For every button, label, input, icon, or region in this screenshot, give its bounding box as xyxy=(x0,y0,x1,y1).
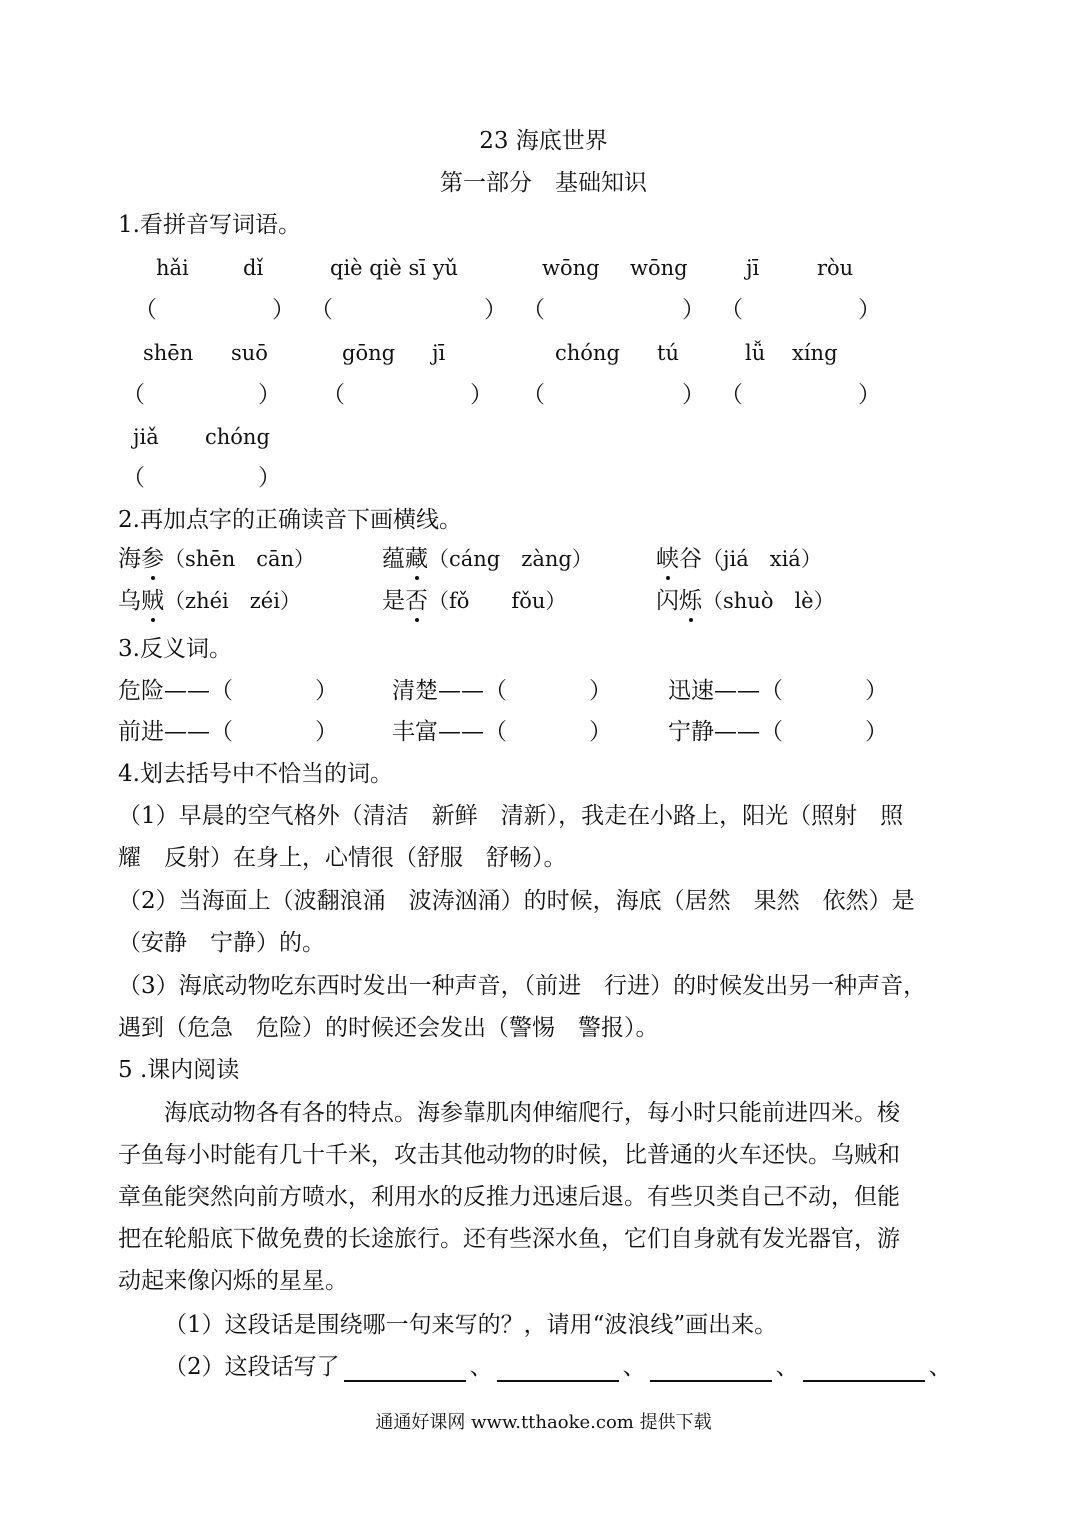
q2-item xyxy=(382,586,566,616)
q5-heading: 5 .课内阅读 xyxy=(118,1057,240,1083)
q2-item xyxy=(118,544,315,574)
answer-blank-close: ） xyxy=(682,297,705,323)
pinyin: dǐ xyxy=(243,256,264,280)
separator: 、 xyxy=(928,1354,952,1380)
antonym-close: ） xyxy=(315,678,338,704)
q2-char: 海 xyxy=(118,546,141,572)
pinyin: chóng xyxy=(555,341,620,365)
passage-line: 子鱼每小时能有几十千米，攻击其他动物的时候，比普通的火车还快。乌贼和 xyxy=(118,1142,900,1168)
q2-reading: （fǒ fǒu） xyxy=(428,589,567,613)
answer-blank-open: （ xyxy=(122,465,145,491)
answer-blank-open: （ xyxy=(310,297,333,323)
answer-blank-close: ） xyxy=(258,465,281,491)
q4-line: 耀 反射）在身上，心情很（舒服 舒畅）。 xyxy=(118,845,567,871)
q4-line: （1）早晨的空气格外（清洁 新鲜 清新），我走在小路上，阳光（照射 照 xyxy=(118,803,904,829)
antonym-item: 宁静——（ xyxy=(668,719,783,745)
q2-char: 闪 xyxy=(656,588,679,614)
q2-reading: （shuò lè） xyxy=(702,589,835,613)
q4-heading: 4.划去括号中不恰当的词。 xyxy=(118,761,393,787)
pinyin: qiè qiè sī yǔ xyxy=(330,256,459,280)
q5-sub1: （1）这段话是围绕哪一句来写的？，请用“波浪线”画出来。 xyxy=(164,1312,778,1338)
q2-reading: （cáng zàng） xyxy=(428,547,593,571)
pinyin: jī xyxy=(746,256,760,280)
q2-char: 乌 xyxy=(118,588,141,614)
antonym-item: 危险——（ xyxy=(118,678,233,704)
antonym-close: ） xyxy=(315,719,338,745)
answer-blank-close: ） xyxy=(682,382,705,408)
q2-char: 谷 xyxy=(679,546,702,572)
page-title: 23 海底世界 xyxy=(479,128,608,154)
q2-heading: 2.再加点字的正确读音下画横线。 xyxy=(118,507,462,533)
q2-item xyxy=(382,544,593,574)
dotted-char: 烁 xyxy=(679,588,702,614)
q2-char: 蕴 xyxy=(382,546,405,572)
dotted-char: 否 xyxy=(405,588,428,614)
separator: 、 xyxy=(469,1354,493,1380)
pinyin: xíng xyxy=(792,341,838,365)
q2-reading: （shēn cān） xyxy=(164,547,316,571)
pinyin: shēn xyxy=(143,341,194,365)
antonym-close: ） xyxy=(589,678,612,704)
q2-reading: （jiá xiá） xyxy=(702,547,822,571)
q5-sub2-label: （2）这段话写了 xyxy=(164,1354,340,1380)
q2-reading: （zhéi zéi） xyxy=(164,589,301,613)
pinyin: gōng xyxy=(342,341,396,365)
pinyin: jī xyxy=(432,341,446,365)
answer-blank-close: ） xyxy=(858,382,881,408)
dotted-char: 峡 xyxy=(656,546,679,572)
pinyin: tú xyxy=(657,341,679,365)
pinyin: suō xyxy=(231,341,268,365)
passage-line: 章鱼能突然向前方喷水，利用水的反推力迅速后退。有些贝类自己不动，但能 xyxy=(118,1184,900,1210)
dotted-char: 藏 xyxy=(405,546,428,572)
q2-char: 是 xyxy=(382,588,405,614)
separator: 、 xyxy=(622,1354,646,1380)
separator: 、 xyxy=(775,1354,799,1380)
pinyin: lǚ xyxy=(745,341,766,365)
passage-line: 把在轮船底下做免费的长途旅行。还有些深水鱼，它们自身就有发光器官，游 xyxy=(118,1226,900,1252)
antonym-close: ） xyxy=(865,678,888,704)
antonym-item: 丰富——（ xyxy=(392,719,507,745)
pinyin: chóng xyxy=(205,425,270,449)
fill-blank[interactable] xyxy=(344,1358,466,1382)
answer-blank-close: ） xyxy=(258,382,281,408)
fill-blank[interactable] xyxy=(650,1358,772,1382)
antonym-item: 迅速——（ xyxy=(668,678,783,704)
q2-item xyxy=(656,544,822,574)
q5-sub2 xyxy=(164,1352,952,1382)
antonym-item: 前进——（ xyxy=(118,719,233,745)
answer-blank-open: （ xyxy=(522,382,545,408)
q2-item xyxy=(118,586,301,616)
answer-blank-close: ） xyxy=(470,382,493,408)
footer-credit: 通通好课网 www.tthaoke.com 提供下载 xyxy=(375,1412,712,1433)
q4-line: 遇到（危急 危险）的时候还会发出（警惕 警报）。 xyxy=(118,1015,659,1041)
fill-blank[interactable] xyxy=(803,1358,925,1382)
fill-blank[interactable] xyxy=(497,1358,619,1382)
answer-blank-close: ） xyxy=(858,297,881,323)
answer-blank-open: （ xyxy=(720,297,743,323)
passage-line: 海底动物各有各的特点。海参靠肌肉伸缩爬行，每小时只能前进四米。梭 xyxy=(164,1100,900,1126)
answer-blank-open: （ xyxy=(134,297,157,323)
q2-item xyxy=(656,586,835,616)
dotted-char: 贼 xyxy=(141,588,164,614)
q4-line: （安静 宁静）的。 xyxy=(118,930,325,956)
part-heading: 第一部分 基础知识 xyxy=(440,170,647,196)
q3-heading: 3.反义词。 xyxy=(118,636,232,662)
answer-blank-open: （ xyxy=(720,382,743,408)
pinyin: wōng xyxy=(542,256,600,280)
pinyin: jiǎ xyxy=(133,425,159,449)
pinyin: hǎi xyxy=(156,256,189,280)
antonym-close: ） xyxy=(865,719,888,745)
pinyin: wōng xyxy=(630,256,688,280)
answer-blank-close: ） xyxy=(484,297,507,323)
antonym-close: ） xyxy=(589,719,612,745)
answer-blank-open: （ xyxy=(322,382,345,408)
answer-blank-open: （ xyxy=(522,297,545,323)
pinyin: ròu xyxy=(817,256,854,280)
answer-blank-open: （ xyxy=(122,382,145,408)
q4-line: （2）当海面上（波翻浪涌 波涛汹涌）的时候，海底（居然 果然 依然）是 xyxy=(118,888,915,914)
dotted-char: 参 xyxy=(141,546,164,572)
q1-heading: 1.看拼音写词语。 xyxy=(118,212,301,238)
passage-line: 动起来像闪烁的星星。 xyxy=(118,1268,348,1294)
answer-blank-close: ） xyxy=(272,297,295,323)
antonym-item: 清楚——（ xyxy=(392,678,507,704)
q4-line: （3）海底动物吃东西时发出一种声音，（前进 行进）的时候发出另一种声音， xyxy=(118,973,927,999)
